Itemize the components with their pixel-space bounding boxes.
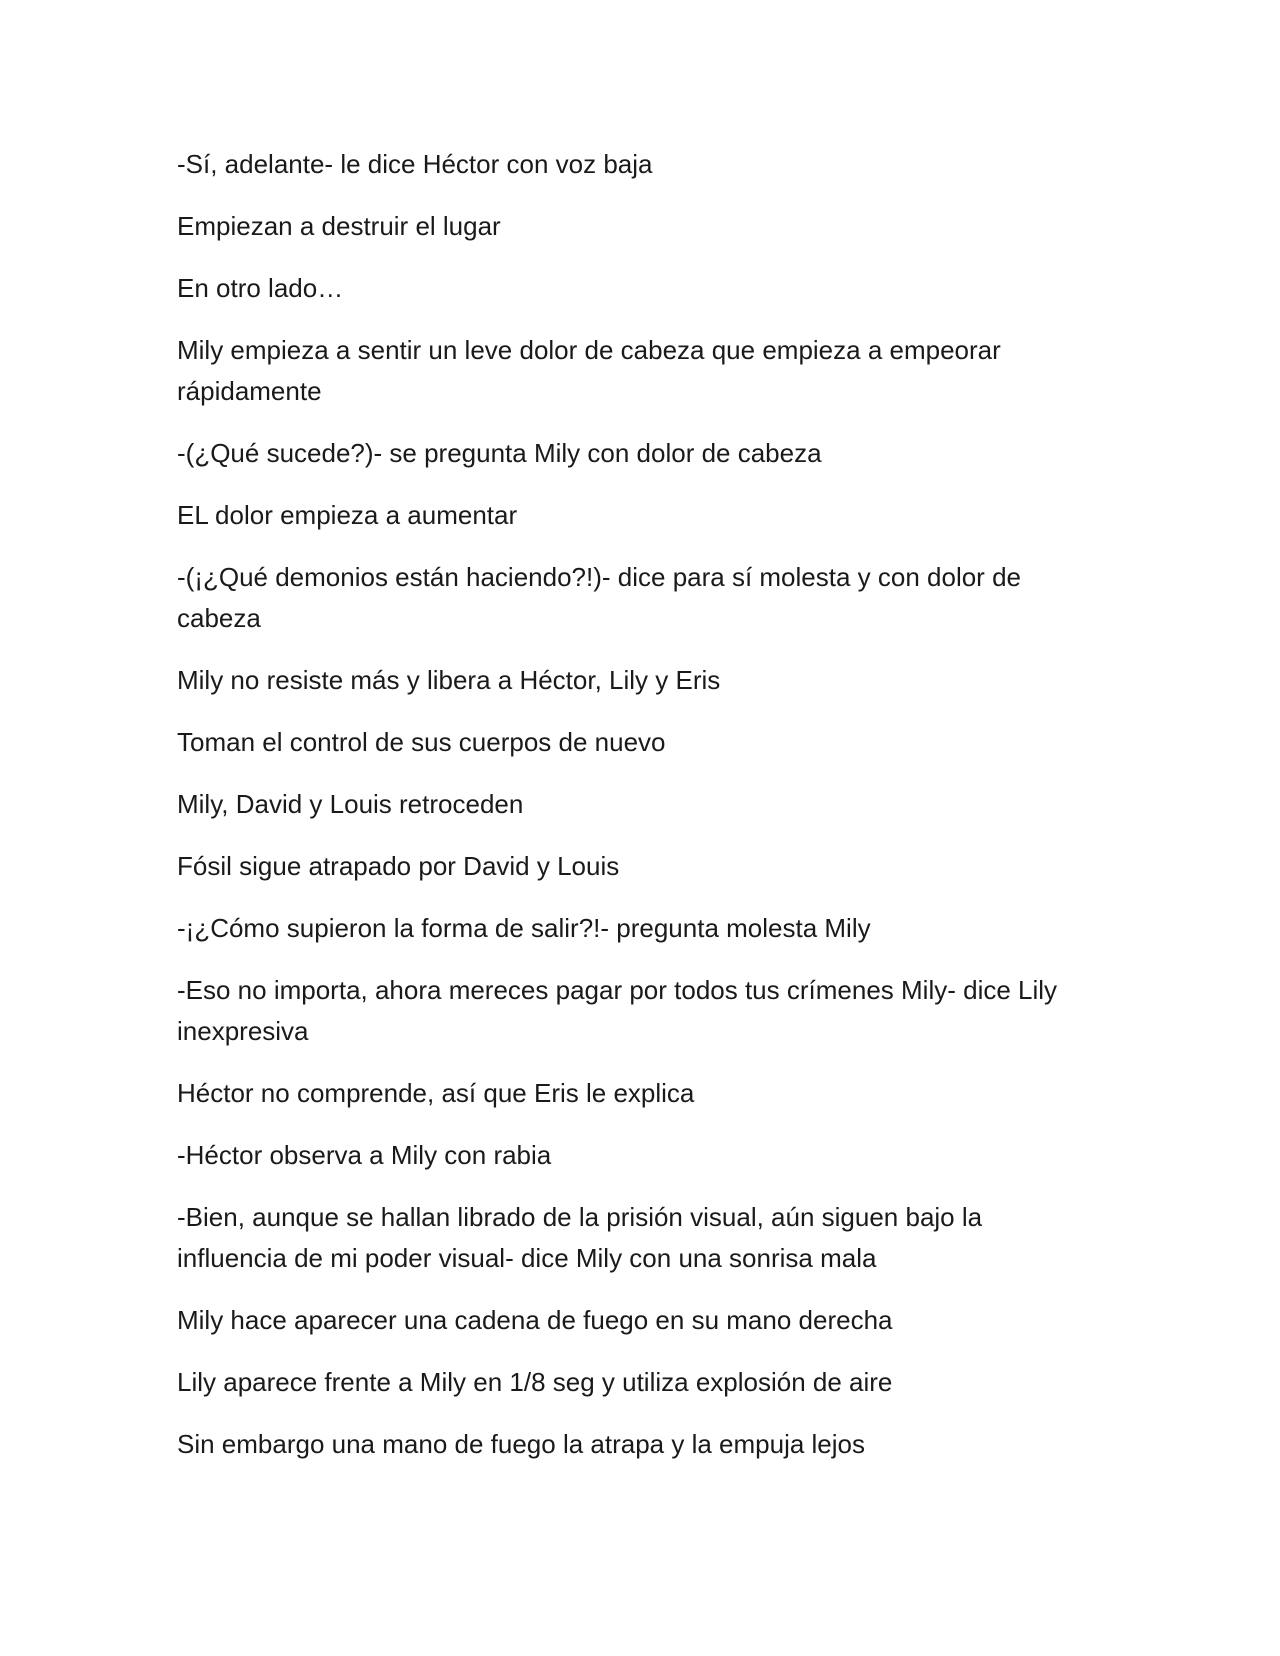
paragraph: Héctor no comprende, así que Eris le explica xyxy=(177,1078,695,1108)
paragraph: Mily empieza a sentir un leve dolor de cabeza que empieza a empeorar rápidamente xyxy=(177,335,1001,406)
paragraph: -Eso no importa, ahora mereces pagar por todos tus crímenes Mily- dice Lily inexpresiva xyxy=(177,975,1058,1046)
paragraph: EL dolor empieza a aumentar xyxy=(177,500,518,530)
paragraph: En otro lado… xyxy=(177,273,344,303)
paragraph: Mily no resiste más y libera a Héctor, Lily y Eris xyxy=(177,665,721,695)
paragraph: -Sí, adelante- le dice Héctor con voz baja xyxy=(177,149,653,179)
paragraph: Lily aparece frente a Mily en 1/8 seg y utiliza explosión de aire xyxy=(177,1367,893,1397)
paragraph: Empiezan a destruir el lugar xyxy=(177,211,501,241)
paragraph: -(¡¿Qué demonios están haciendo?!)- dice para sí molesta y con dolor de cabeza xyxy=(177,562,1021,633)
paragraph: -(¿Qué sucede?)- se pregunta Mily con dolor de cabeza xyxy=(177,438,822,468)
paragraph: -Héctor observa a Mily con rabia xyxy=(177,1140,552,1170)
paragraph: -¡¿Cómo supieron la forma de salir?!- pregunta molesta Mily xyxy=(177,913,871,943)
document-body xyxy=(177,144,1097,1486)
paragraph: -Bien, aunque se hallan librado de la prisión visual, aún siguen bajo la influencia de mi poder visual- dice Mily con una sonrisa mala xyxy=(177,1202,983,1273)
paragraph: Fósil sigue atrapado por David y Louis xyxy=(177,851,620,881)
paragraph: Mily hace aparecer una cadena de fuego en su mano derecha xyxy=(177,1305,893,1335)
paragraph: Toman el control de sus cuerpos de nuevo xyxy=(177,727,666,757)
paragraph: Mily, David y Louis retroceden xyxy=(177,789,524,819)
paragraph: Sin embargo una mano de fuego la atrapa y la empuja lejos xyxy=(177,1429,865,1459)
